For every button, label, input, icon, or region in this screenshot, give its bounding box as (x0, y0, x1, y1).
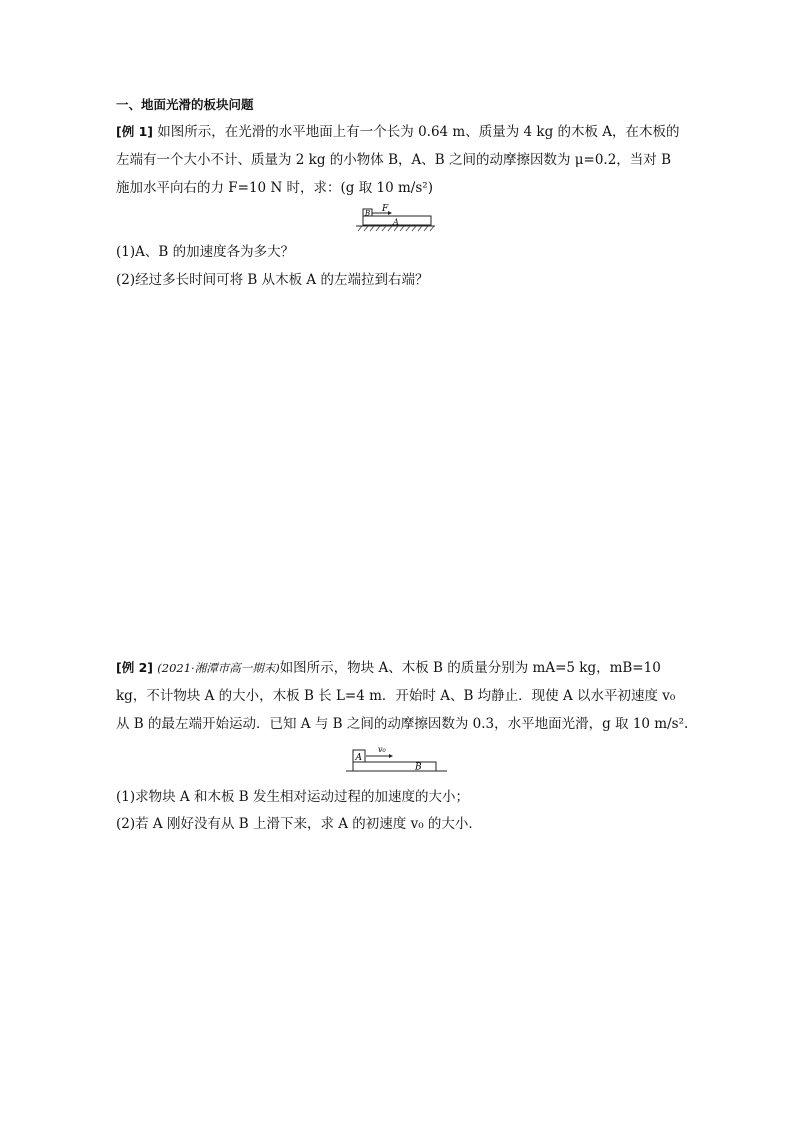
label-force: F (382, 204, 389, 214)
example2-line2: kg，不计物块 A 的大小，木板 B 长 L=4 m．开始时 A、B 均静止．现使 A 以水平初速度 v₀ (116, 688, 676, 704)
example1-line1 (116, 123, 680, 141)
label-board-a: A (393, 217, 399, 227)
board-b (353, 762, 436, 771)
example1-line3: 施加水平向右的力 F=10 N 时，求：(g 取 10 m/s²) (116, 180, 433, 196)
example2-question1: (1)求物块 A 和木板 B 发生相对运动过程的加速度的大小； (116, 789, 469, 805)
example2-figure (345, 742, 451, 776)
example2-tag: [例 2] (116, 660, 153, 675)
force-arrowhead (388, 211, 392, 215)
example1-tag: [例 1] (116, 124, 153, 139)
example2-line1 (116, 659, 661, 677)
label-velocity: v₀ (378, 745, 386, 754)
ground-hatch (358, 226, 434, 231)
example1-text-line1: 如图所示，在光滑的水平地面上有一个长为 0.64 m、质量为 4 kg 的木板 A，在木板的 (157, 124, 680, 140)
velocity-arrowhead (389, 754, 393, 758)
example2-line3: 从 B 的最左端开始运动．已知 A 与 B 之间的动摩擦因数为 0.3，水平地面光滑，g 取 10 m/s². (116, 716, 689, 732)
section-heading: 一、地面光滑的板块问题 (116, 97, 254, 112)
label-block-b: B (365, 209, 371, 218)
example1-figure (355, 204, 437, 234)
example1-line2: 左端有一个大小不计、质量为 2 kg 的小物体 B，A、B 之间的动摩擦因数为 μ=0.2，当对 B (116, 152, 672, 168)
example1-question1: (1)A、B 的加速度各为多大？ (116, 244, 295, 260)
example2-text-line1: 如图所示，物块 A、木板 B 的质量分别为 mA=5 kg，mB=10 (279, 660, 661, 676)
label-block-a: A (355, 753, 362, 763)
label-board-b: B (415, 762, 422, 773)
example1-question2: (2)经过多长时间可将 B 从木板 A 的左端拉到右端？ (116, 272, 429, 288)
example2-source: (2021·湘潭市高一期末) (157, 661, 280, 675)
example2-question2: (2)若 A 刚好没有从 B 上滑下来，求 A 的初速度 v₀ 的大小． (116, 816, 482, 832)
